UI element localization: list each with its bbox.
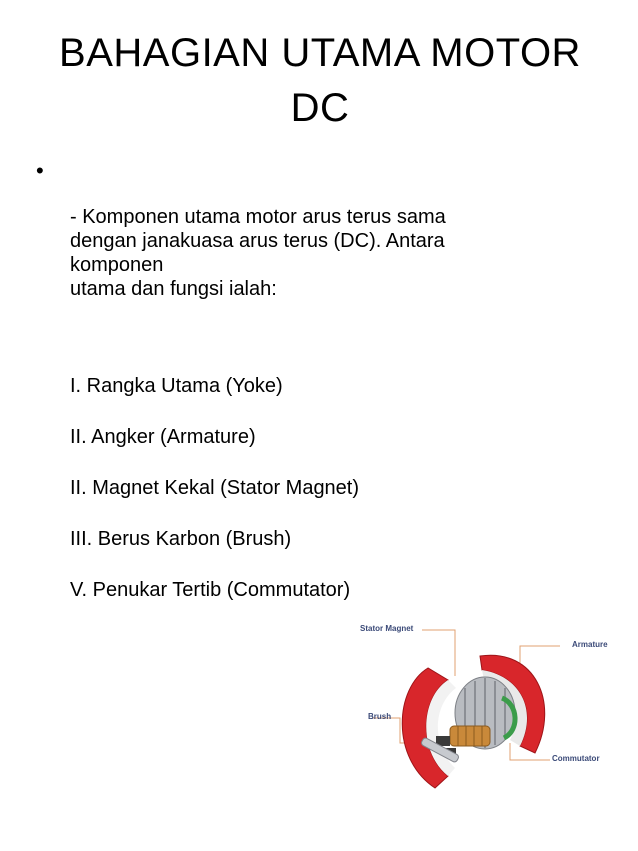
slide-title <box>40 26 600 136</box>
intro-line: dengan janakuasa arus terus (DC). Antara <box>70 230 445 252</box>
title-line-1: BAHAGIAN UTAMA MOTOR <box>59 31 581 75</box>
intro-line: komponen <box>70 254 164 276</box>
component-item: I. Rangka Utama (Yoke) <box>70 375 283 397</box>
bullet-marker: • <box>36 158 44 183</box>
component-item: II. Magnet Kekal (Stator Magnet) <box>70 477 360 499</box>
dc-motor-diagram <box>360 618 622 798</box>
label-stator-magnet: Stator Magnet <box>360 624 414 633</box>
component-item: II. Angker (Armature) <box>70 426 256 448</box>
component-item: III. Berus Karbon (Brush) <box>70 528 292 550</box>
intro-paragraph <box>70 205 540 301</box>
intro-line: utama dan fungsi ialah: <box>70 278 277 300</box>
intro-line: - Komponen utama motor arus terus sama <box>70 206 446 228</box>
label-brush: Brush <box>368 712 392 721</box>
label-armature: Armature <box>572 640 608 649</box>
component-list <box>70 374 359 629</box>
title-line-2: DC <box>290 86 350 130</box>
component-item: V. Penukar Tertib (Commutator) <box>70 579 351 601</box>
commutator-part <box>450 726 490 746</box>
label-commutator: Commutator <box>552 754 600 763</box>
